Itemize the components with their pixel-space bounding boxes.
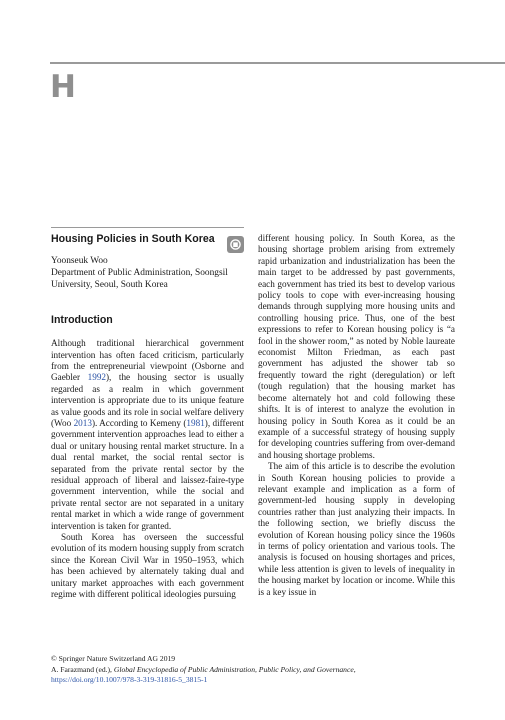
citation-year-link[interactable]: 2013 <box>73 417 92 428</box>
title-rule <box>51 227 244 228</box>
citation-prefix: A. Farazmand (ed.), <box>51 664 114 674</box>
author-affiliation: Department of Public Administration, Soongsil University, Seoul, South Korea <box>51 267 228 290</box>
citation-year-link[interactable]: 1981 <box>186 417 205 428</box>
crossmark-icon[interactable] <box>227 236 244 253</box>
introduction-heading: Introduction <box>51 314 113 327</box>
section-letter: H <box>50 69 76 105</box>
introduction-paragraph-1 <box>51 338 244 532</box>
introduction-paragraph-3: The aim of this article is to describe the evolution in South Korean housing policies to provide a relevant example and implication as a form of government-led housing supply in developing countries rather than just analyzing their impacts. In the following section, we briefly discuss the evolution of Korean housing policy since the 1960s in terms of policy orientation and various tools. The analysis is focused on housing shortages and prices, while less attention is given to levels of inequality in the housing market by location or income. While this is a key issue in <box>258 461 455 597</box>
citation-title: Global Encyclopedia of Public Administration, Public Policy, and Governance <box>113 664 354 674</box>
paragraph-text: ). According to Kemeny ( <box>91 417 187 428</box>
paragraph-text: ), the housing sector is usually regarded as a realm in which government intervention is appropriate due to its unique feature as value goods and its role in social welfare delivery (Woo <box>51 372 244 428</box>
right-column <box>258 233 455 598</box>
introduction-paragraph-2-continued: different housing policy. In South Korea, as the housing shortage problem arising from extremely rapid urbanization and industrialization has been the main target to be addressed by past governments, each government has tried its best to develop various policy tools to cope with ever-increasing housing demands through supplying more housing units and controlling housing price. Thus, one of the best expressions to refer to Korean housing policy is “a fool in the shower room,” as noted by Noble laureate economist Milton Friedman, as each past government has adjusted the shower tab so frequently toward the right (deregulation) or left (tough regulation) that the housing market has become alternately hot and cold following these shifts. It is of interest to analyze the evolution in housing policy in South Korea as it could be an example of a successful strategy of housing supply for developing countries suffering from over-demand and housing shortage problems. <box>258 233 455 460</box>
copyright-line: © Springer Nature Switzerland AG 2019 <box>51 654 176 663</box>
citation-year-link[interactable]: 1992 <box>87 372 106 383</box>
author-name: Yoonseuk Woo <box>51 255 108 266</box>
footer <box>51 654 471 686</box>
doi-link[interactable]: https://doi.org/10.1007/978-3-319-31816-5_3815-1 <box>51 675 208 684</box>
citation-suffix: , <box>353 664 356 674</box>
citation-line <box>51 665 471 676</box>
left-column <box>51 227 244 600</box>
paragraph-text: Although traditional hierarchical government intervention has often faced criticism, particularly from the entrepreneurial viewpoint (Osborne and Gaebler <box>51 338 244 383</box>
top-rule <box>50 62 505 64</box>
title-row <box>51 233 244 246</box>
introduction-paragraph-2: South Korea has overseen the successful evolution of its modern housing supply from scratch since the Korean Civil War in 1950–1953, which has been achieved by alternately taking dual and unitary market approaches with each government regime with different political ideologies pursuing <box>51 532 244 600</box>
article-title: Housing Policies in South Korea <box>51 233 215 245</box>
paragraph-text: ), different government intervention approaches lead to either a dual or unitary housing rental market structure. In a dual rental market, the social rental sector is separated from the private rental sector by the residual approach of liberal and laissez-faire-type government intervention, while the social and private rental sector are not separated in a unitary rental market in which a wide range of government intervention is taken for granted. <box>51 417 244 531</box>
